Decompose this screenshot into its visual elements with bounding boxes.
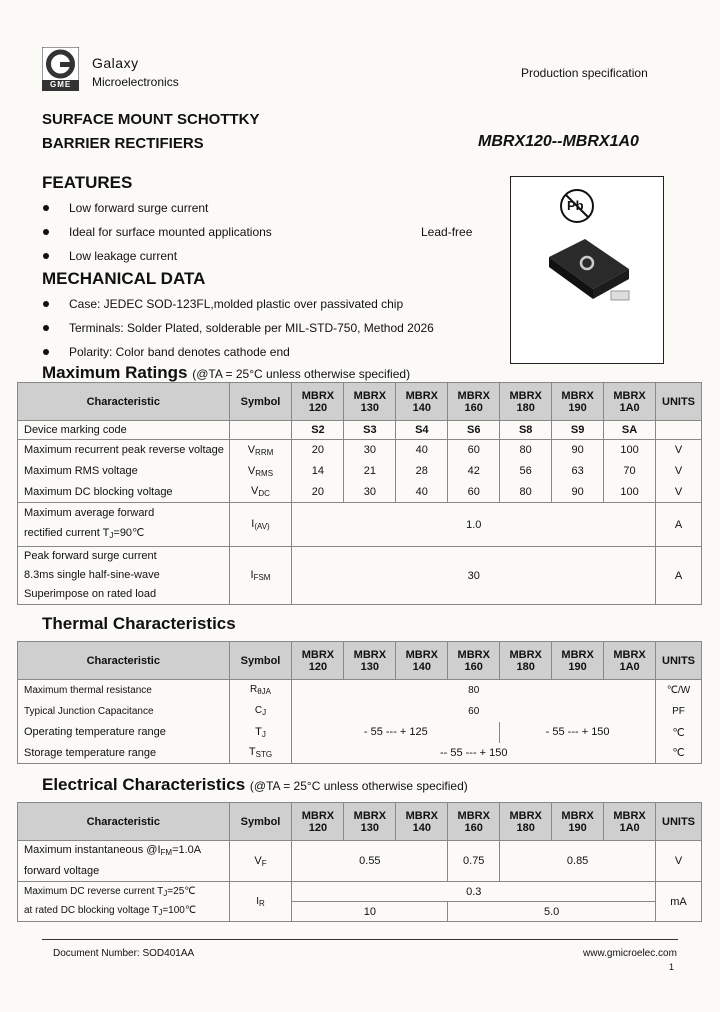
table-cell: MBRX 190 bbox=[552, 642, 604, 680]
table-cell: A bbox=[656, 547, 702, 605]
table-cell: MBRX 130 bbox=[344, 383, 396, 421]
table-cell bbox=[229, 421, 292, 440]
list-item: Polarity: Color band denotes cathode end bbox=[42, 345, 290, 359]
table-cell: MBRX 120 bbox=[292, 383, 344, 421]
table-cell: 80 bbox=[500, 440, 552, 461]
table-cell bbox=[656, 421, 702, 440]
list-item: Terminals: Solder Plated, solderable per MIL-STD-750, Method 2026 bbox=[42, 321, 434, 335]
table-cell: -- 55 --- + 150 bbox=[292, 743, 656, 764]
table-row bbox=[18, 503, 702, 547]
table-cell: MBRX 160 bbox=[448, 642, 500, 680]
table-cell: 20 bbox=[292, 440, 344, 461]
table-cell: 5.0 bbox=[448, 902, 656, 922]
table-cell: 42 bbox=[448, 461, 500, 482]
table-cell: Operating temperature range bbox=[18, 722, 230, 743]
table-cell: MBRX 1A0 bbox=[604, 383, 656, 421]
table-cell: $I_{FSM}$ bbox=[229, 547, 292, 605]
table-cell: ℃ bbox=[656, 722, 702, 743]
table-cell: 60 bbox=[292, 701, 656, 722]
table-row bbox=[18, 440, 702, 461]
table-cell: 14 bbox=[292, 461, 344, 482]
table-cell: 40 bbox=[396, 482, 448, 503]
table-cell: S9 bbox=[552, 421, 604, 440]
table-cell: Storage temperature range bbox=[18, 743, 230, 764]
bullet-icon bbox=[43, 349, 49, 355]
mechanical-heading: MECHANICAL DATA bbox=[42, 269, 206, 288]
table-cell: 0.3 bbox=[292, 882, 656, 902]
table-cell: $V_{DC}$ bbox=[229, 482, 292, 503]
thermal-table bbox=[17, 641, 702, 764]
bullet-icon bbox=[43, 325, 49, 331]
document-number: Document Number: SOD401AA bbox=[53, 948, 195, 959]
table-cell: Maximum instantaneous $@I_{FM}=1.0A$ forward voltage bbox=[18, 841, 230, 882]
table-cell: MBRX 140 bbox=[396, 642, 448, 680]
table-cell: $C_J$ bbox=[229, 701, 292, 722]
table-cell: MBRX 180 bbox=[500, 803, 552, 841]
table-cell: ℃ bbox=[656, 743, 702, 764]
table-cell: 70 bbox=[604, 461, 656, 482]
table-cell: Maximum average forward rectified current $T_J=90℃$ bbox=[18, 503, 230, 547]
table-cell: 30 bbox=[344, 440, 396, 461]
table-cell: V bbox=[656, 461, 702, 482]
table-header-row bbox=[18, 803, 702, 841]
table-cell: Maximum thermal resistance bbox=[18, 680, 230, 701]
table-cell: PF bbox=[656, 701, 702, 722]
bullet-icon bbox=[43, 253, 49, 259]
table-cell: Maximum DC blocking voltage bbox=[18, 482, 230, 503]
table-row bbox=[18, 482, 702, 503]
table-cell: ℃/W bbox=[656, 680, 702, 701]
table-cell: 90 bbox=[552, 482, 604, 503]
bullet-icon bbox=[43, 301, 49, 307]
table-cell: S2 bbox=[292, 421, 344, 440]
table-cell: MBRX 190 bbox=[552, 383, 604, 421]
lead-free-label: Lead-free bbox=[421, 225, 473, 239]
table-row bbox=[18, 701, 702, 722]
page-number: 1 bbox=[669, 962, 675, 972]
table-cell: 90 bbox=[552, 440, 604, 461]
table-cell: Characteristic bbox=[18, 803, 230, 841]
table-row bbox=[18, 882, 702, 902]
table-cell: $I_R$ bbox=[229, 882, 292, 922]
table-header-row bbox=[18, 642, 702, 680]
production-specification: Production specification bbox=[521, 66, 648, 80]
table-cell: 80 bbox=[292, 680, 656, 701]
table-row bbox=[18, 680, 702, 701]
table-row bbox=[18, 421, 702, 440]
table-header-row bbox=[18, 383, 702, 421]
table-cell: SA bbox=[604, 421, 656, 440]
table-cell: 0.55 bbox=[292, 841, 448, 882]
table-cell: Maximum recurrent peak reverse voltage bbox=[18, 440, 230, 461]
table-cell: Typical Junction Capacitance bbox=[18, 701, 230, 722]
table-cell: 100 bbox=[604, 482, 656, 503]
table-cell: A bbox=[656, 503, 702, 547]
logo-letters: GME bbox=[50, 80, 72, 89]
table-row bbox=[18, 461, 702, 482]
table-row bbox=[18, 902, 702, 922]
table-cell: MBRX 1A0 bbox=[604, 642, 656, 680]
table-cell: $T_J$ bbox=[229, 722, 292, 743]
table-cell: S4 bbox=[396, 421, 448, 440]
brand-subtitle: Microelectronics bbox=[92, 75, 179, 89]
table-cell: V bbox=[656, 841, 702, 882]
table-row bbox=[18, 547, 702, 605]
table-row bbox=[18, 743, 702, 764]
table-row bbox=[18, 722, 702, 743]
table-cell: 20 bbox=[292, 482, 344, 503]
table-cell: 80 bbox=[500, 482, 552, 503]
table-cell: MBRX 130 bbox=[344, 642, 396, 680]
table-cell: 0.75 bbox=[448, 841, 500, 882]
table-cell: 30 bbox=[344, 482, 396, 503]
table-cell: Maximum DC reverse current $T_J=25℃$ bbox=[18, 882, 230, 902]
table-cell: 40 bbox=[396, 440, 448, 461]
table-cell: 60 bbox=[448, 482, 500, 503]
table-cell: V bbox=[656, 440, 702, 461]
list-item: Case: JEDEC SOD-123FL,molded plastic over passivated chip bbox=[42, 297, 403, 311]
website-url[interactable]: www.gmicroelec.com bbox=[583, 948, 677, 959]
bullet-icon bbox=[43, 205, 49, 211]
table-cell: mA bbox=[656, 882, 702, 922]
table-cell: MBRX 120 bbox=[292, 803, 344, 841]
list-item: Ideal for surface mounted applications bbox=[42, 225, 272, 239]
footer-divider bbox=[42, 939, 678, 940]
table-cell: Characteristic bbox=[18, 383, 230, 421]
table-cell: UNITS bbox=[656, 803, 702, 841]
table-row bbox=[18, 841, 702, 882]
table-cell: MBRX 140 bbox=[396, 803, 448, 841]
table-cell: - 55 --- + 150 bbox=[500, 722, 656, 743]
table-cell: Device marking code bbox=[18, 421, 230, 440]
title-line-1: SURFACE MOUNT SCHOTTKY bbox=[42, 111, 260, 128]
table-cell: MBRX 120 bbox=[292, 642, 344, 680]
part-number: MBRX120--MBRX1A0 bbox=[478, 133, 639, 150]
table-cell: 30 bbox=[292, 547, 656, 605]
table-cell: $T_{STG}$ bbox=[229, 743, 292, 764]
list-item: Low forward surge current bbox=[42, 201, 208, 215]
title-line-2: BARRIER RECTIFIERS bbox=[42, 135, 204, 152]
table-cell: at rated DC blocking voltage $T_J=100℃$ bbox=[18, 902, 230, 922]
table-cell: Symbol bbox=[229, 803, 292, 841]
table-cell: V bbox=[656, 482, 702, 503]
package-image bbox=[421, 176, 664, 364]
table-cell: MBRX 160 bbox=[448, 803, 500, 841]
table-cell: MBRX 160 bbox=[448, 383, 500, 421]
electrical-heading: Electrical Characteristics (@TA = 25°C unless otherwise specified) bbox=[42, 775, 468, 794]
company-logo bbox=[42, 47, 79, 91]
pb-symbol: Pb bbox=[567, 198, 584, 213]
table-cell: 56 bbox=[500, 461, 552, 482]
table-cell: UNITS bbox=[656, 383, 702, 421]
table-cell: $V_{RMS}$ bbox=[229, 461, 292, 482]
table-cell: Maximum RMS voltage bbox=[18, 461, 230, 482]
table-cell: 1.0 bbox=[292, 503, 656, 547]
table-cell: UNITS bbox=[656, 642, 702, 680]
table-cell: S6 bbox=[448, 421, 500, 440]
table-cell: Characteristic bbox=[18, 642, 230, 680]
electrical-table bbox=[17, 802, 702, 922]
table-cell: 28 bbox=[396, 461, 448, 482]
features-heading: FEATURES bbox=[42, 173, 133, 192]
table-cell: Peak forward surge current 8.3ms single half-sine-wave Superimpose on rated load bbox=[18, 547, 230, 605]
table-cell: 0.85 bbox=[500, 841, 656, 882]
table-cell: MBRX 130 bbox=[344, 803, 396, 841]
table-cell: $R_{\theta JA}$ bbox=[229, 680, 292, 701]
table-cell: $V_F$ bbox=[229, 841, 292, 882]
table-cell: MBRX 180 bbox=[500, 383, 552, 421]
table-cell: S8 bbox=[500, 421, 552, 440]
table-cell: 100 bbox=[604, 440, 656, 461]
thermal-heading: Thermal Characteristics bbox=[42, 614, 236, 633]
table-cell: $I_{(AV)}$ bbox=[229, 503, 292, 547]
table-cell: Symbol bbox=[229, 642, 292, 680]
table-cell: Symbol bbox=[229, 383, 292, 421]
max-ratings-heading: Maximum Ratings (@TA = 25°C unless otherwise specified) bbox=[42, 363, 411, 382]
table-cell: MBRX 190 bbox=[552, 803, 604, 841]
list-item: Low leakage current bbox=[42, 249, 177, 263]
table-cell: - 55 --- + 125 bbox=[292, 722, 500, 743]
table-cell: 63 bbox=[552, 461, 604, 482]
table-cell: 60 bbox=[448, 440, 500, 461]
table-cell: MBRX 1A0 bbox=[604, 803, 656, 841]
max-ratings-table bbox=[17, 382, 702, 605]
table-cell: MBRX 180 bbox=[500, 642, 552, 680]
bullet-icon bbox=[43, 229, 49, 235]
table-cell: S3 bbox=[344, 421, 396, 440]
table-cell: 10 bbox=[292, 902, 448, 922]
table-cell: $V_{RRM}$ bbox=[229, 440, 292, 461]
brand-name: Galaxy bbox=[92, 55, 139, 71]
table-cell: 21 bbox=[344, 461, 396, 482]
table-cell: MBRX 140 bbox=[396, 383, 448, 421]
